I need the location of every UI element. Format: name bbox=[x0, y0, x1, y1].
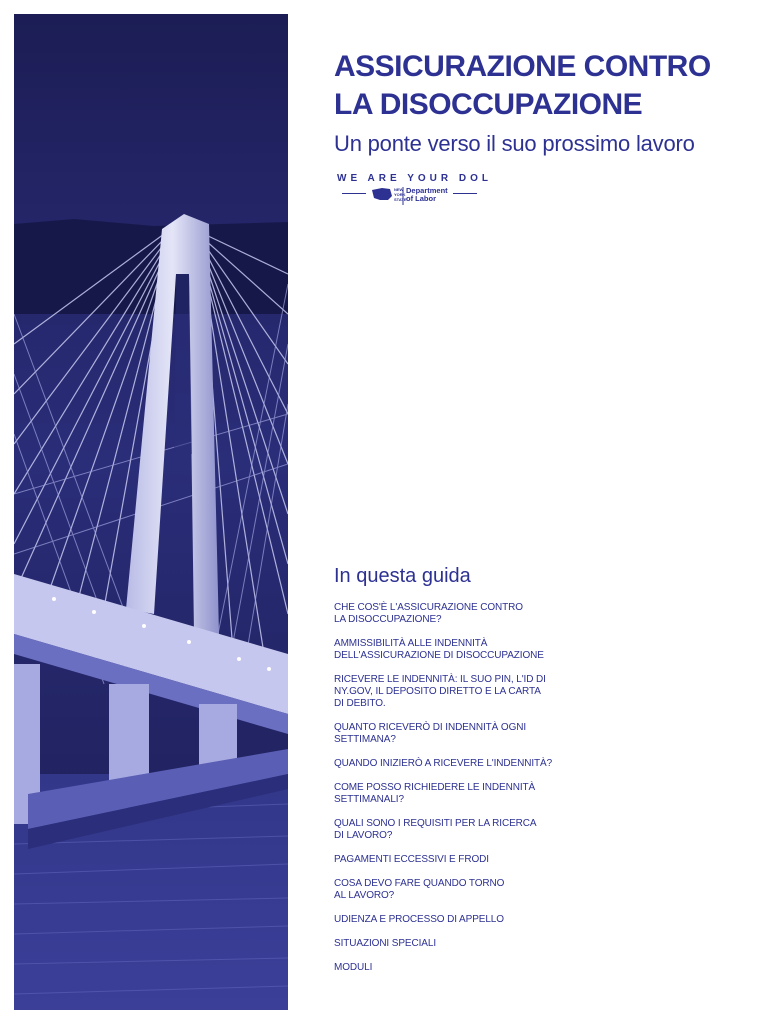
cover-title-block bbox=[334, 48, 754, 158]
toc-item: COSA DEVO FARE QUANDO TORNO AL LAVORO? bbox=[334, 878, 505, 901]
toc-item: QUANDO INIZIERÒ A RICEVERE L'INDENNITÀ? bbox=[334, 758, 553, 769]
cover-title bbox=[334, 48, 754, 124]
toc-item: MODULI bbox=[334, 962, 373, 973]
title-line-2: LA DISOCCUPAZIONE bbox=[334, 88, 643, 121]
cover-subtitle: Un ponte verso il suo prossimo lavoro bbox=[334, 131, 695, 156]
toc-item: PAGAMENTI ECCESSIVI E FRODI bbox=[334, 854, 489, 865]
guide-heading: In questa guida bbox=[334, 565, 471, 587]
toc-item: COME POSSO RICHIEDERE LE INDENNITÀ SETTIMANALI? bbox=[334, 782, 536, 805]
toc-item: SITUAZIONI SPECIALI bbox=[334, 938, 437, 949]
tagline: WE ARE YOUR DOL bbox=[337, 173, 493, 184]
logo-dept-line-2: of Labor bbox=[406, 194, 436, 203]
title-line-1: ASSICURAZIONE CONTRO bbox=[334, 50, 711, 83]
toc-item: RICEVERE LE INDENNITÀ: IL SUO PIN, L'ID DI NY.GOV, IL DEPOSITO DIRETTO E LA CARTA DI DEBITO. bbox=[334, 674, 546, 709]
logo-rule-left bbox=[342, 193, 366, 194]
guide-toc bbox=[334, 602, 594, 974]
logo-rule-right bbox=[453, 193, 477, 194]
toc-item: AMMISSIBILITÀ ALLE INDENNITÀ DELL'ASSICURAZIONE DI DISOCCUPAZIONE bbox=[334, 638, 544, 661]
bridge-photo bbox=[14, 14, 288, 1010]
nys-dol-logo bbox=[342, 186, 477, 206]
toc-item: QUANTO RICEVERÒ DI INDENNITÀ OGNI SETTIMANA? bbox=[334, 722, 527, 745]
logo-state-text: NEW YORK STATE bbox=[394, 187, 407, 202]
toc-item: QUALI SONO I REQUISITI PER LA RICERCA DI LAVORO? bbox=[334, 818, 537, 841]
logo-dept-text bbox=[406, 187, 448, 203]
toc-item: UDIENZA E PROCESSO DI APPELLO bbox=[334, 914, 504, 925]
logo-dept-line-1: Department bbox=[406, 186, 448, 195]
toc-item: CHE COS'È L'ASSICURAZIONE CONTRO LA DISOCCUPAZIONE? bbox=[334, 602, 523, 625]
guide-section bbox=[334, 564, 594, 986]
